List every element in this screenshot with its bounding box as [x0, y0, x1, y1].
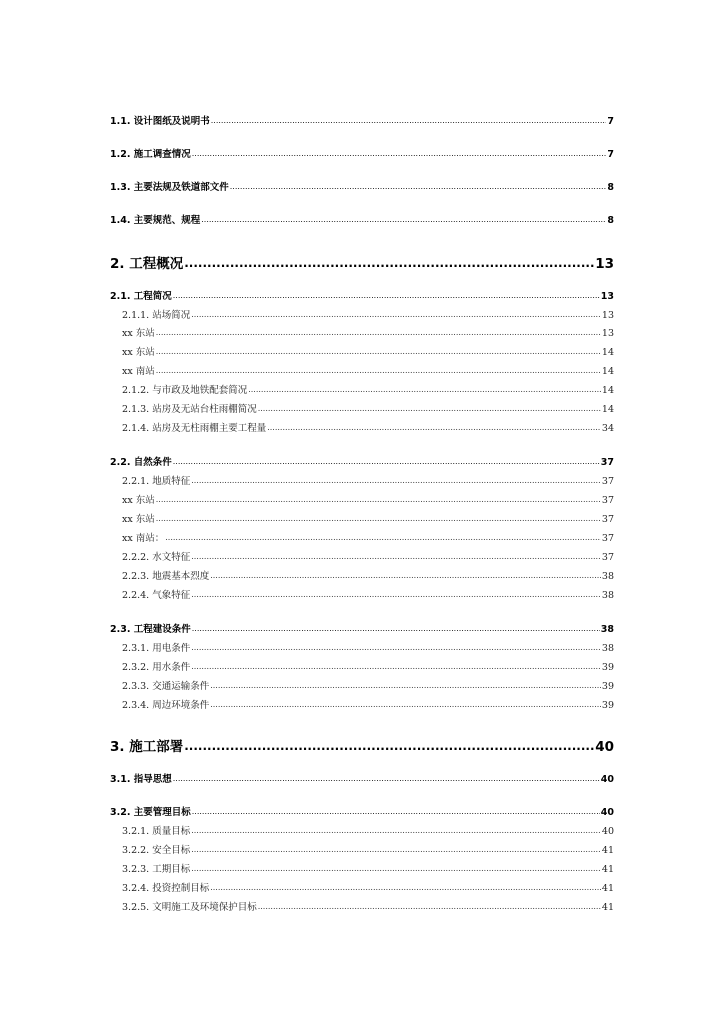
toc-leader	[191, 310, 601, 319]
toc-title: xx 东站	[122, 328, 155, 339]
toc-title: 2.3. 工程建设条件	[110, 624, 191, 635]
toc-title: 2.3.2. 用水条件	[122, 662, 191, 673]
toc-entry-2-3[interactable]	[0, 621, 724, 635]
toc-entry-3-2-2[interactable]	[0, 842, 724, 856]
toc-entry-2-2-1[interactable]	[0, 473, 724, 487]
toc-entry-3-2-5[interactable]	[0, 899, 724, 913]
toc-entry-2[interactable]	[0, 252, 724, 272]
toc-leader	[191, 845, 601, 854]
toc-page-number: 39	[601, 700, 614, 711]
toc-title: 3.2.3. 工期目标	[122, 864, 191, 875]
toc-leader	[258, 404, 601, 413]
toc-page-number: 40	[601, 826, 614, 837]
toc-page-number: 39	[601, 662, 614, 673]
toc-leader	[173, 774, 600, 783]
toc-page-number: 34	[601, 423, 614, 434]
toc-title: 3.2.1. 质量目标	[122, 826, 191, 837]
toc-leader	[156, 347, 601, 356]
toc-entry-1-2[interactable]	[0, 146, 724, 160]
toc-entry-2-1-1[interactable]	[0, 307, 724, 321]
toc-title: xx 东站	[122, 514, 155, 525]
toc-page-number: 39	[601, 681, 614, 692]
toc-leader	[184, 739, 594, 753]
toc-title: 2.2.2. 水文特征	[122, 552, 191, 563]
toc-title: 2.3.3. 交通运输条件	[122, 681, 210, 692]
toc-entry-2-1-2[interactable]	[0, 382, 724, 396]
toc-page-number: 38	[601, 590, 614, 601]
toc-title: 2.3.1. 用电条件	[122, 643, 191, 654]
toc-title: 1.3. 主要法规及铁道部文件	[110, 182, 229, 193]
toc-leader	[192, 624, 600, 633]
toc-page-number: 41	[601, 902, 614, 913]
toc-entry-xx-east-4[interactable]	[0, 511, 724, 525]
toc-leader	[230, 182, 607, 191]
toc-page-number: 14	[601, 366, 614, 377]
toc-entry-xx-east-3[interactable]	[0, 492, 724, 506]
toc-leader	[258, 902, 601, 911]
toc-title: 3.2. 主要管理目标	[110, 807, 191, 818]
toc-page-number: 38	[601, 571, 614, 582]
toc-entry-2-3-1[interactable]	[0, 640, 724, 654]
toc-leader	[248, 385, 601, 394]
toc-entry-2-3-2[interactable]	[0, 659, 724, 673]
toc-title: 3.1. 指导思想	[110, 774, 172, 785]
toc-leader	[211, 116, 607, 125]
toc-entry-3-2-4[interactable]	[0, 880, 724, 894]
toc-entry-2-1-3[interactable]	[0, 401, 724, 415]
toc-title: 2.2.4. 气象特征	[122, 590, 191, 601]
toc-leader	[210, 681, 601, 690]
toc-entry-3-2[interactable]	[0, 804, 724, 818]
toc-title: 2.3.4. 周边环境条件	[122, 700, 210, 711]
toc-leader	[156, 495, 601, 504]
toc-leader	[210, 883, 601, 892]
toc-leader	[201, 215, 606, 224]
toc-leader	[191, 662, 601, 671]
toc-leader	[267, 423, 601, 432]
toc-entry-1-3[interactable]	[0, 179, 724, 193]
toc-page-number: 41	[601, 864, 614, 875]
toc-page-number: 37	[601, 476, 614, 487]
toc-page-number: 41	[601, 845, 614, 856]
toc-leader	[192, 807, 600, 816]
toc-title: 2. 工程概况	[110, 256, 184, 272]
toc-leader	[191, 643, 601, 652]
toc-page-number: 37	[601, 533, 614, 544]
toc-entry-2-2[interactable]	[0, 454, 724, 468]
toc-page-number: 37	[601, 495, 614, 506]
toc-leader	[156, 328, 601, 337]
toc-page-number: 37	[601, 514, 614, 525]
toc-title: 2.2. 自然条件	[110, 457, 172, 468]
toc-entry-2-1-4[interactable]	[0, 420, 724, 434]
toc-title: 2.1.3. 站房及无站台柱雨棚简况	[122, 404, 257, 415]
toc-page-number: 40	[595, 739, 614, 755]
toc-title: 2.1. 工程简况	[110, 291, 172, 302]
toc-leader	[191, 590, 601, 599]
toc-entry-xx-south[interactable]	[0, 363, 724, 377]
toc-page-number: 13	[601, 310, 614, 321]
toc-leader	[192, 149, 607, 158]
toc-title: xx 东站	[122, 495, 155, 506]
toc-title: xx 南站：	[122, 533, 165, 544]
toc-entry-2-1[interactable]	[0, 288, 724, 302]
toc-entry-2-2-2[interactable]	[0, 549, 724, 563]
toc-leader	[210, 571, 601, 580]
toc-title: 1.4. 主要规范、规程	[110, 215, 201, 226]
toc-page-number: 40	[600, 774, 614, 785]
toc-leader	[156, 366, 601, 375]
toc-page-number: 13	[601, 328, 614, 339]
toc-leader	[184, 256, 594, 270]
toc-page-number: 14	[601, 385, 614, 396]
toc-title: 2.2.1. 地质特征	[122, 476, 191, 487]
toc-page-number: 8	[607, 215, 614, 226]
toc-entry-2-2-3[interactable]	[0, 568, 724, 582]
toc-entry-2-2-4[interactable]	[0, 587, 724, 601]
toc-page-number: 37	[600, 457, 614, 468]
toc-leader	[173, 457, 600, 466]
toc-title: 3.2.4. 投资控制目标	[122, 883, 210, 894]
toc-title: 2.1.1. 站场简况	[122, 310, 191, 321]
toc-page-number: 14	[601, 404, 614, 415]
toc-page-number: 13	[595, 256, 614, 272]
toc-entry-1-1[interactable]	[0, 113, 724, 127]
toc-page-number: 14	[601, 347, 614, 358]
toc-title: 1.1. 设计图纸及说明书	[110, 116, 210, 127]
toc-entry-3-2-1[interactable]	[0, 823, 724, 837]
toc-leader	[165, 533, 601, 542]
toc-leader	[191, 864, 601, 873]
toc-leader	[173, 291, 600, 300]
toc-entry-xx-south-2[interactable]	[0, 530, 724, 544]
toc-entry-xx-east-1[interactable]	[0, 325, 724, 339]
toc-page-number: 7	[607, 116, 614, 127]
toc-entry-2-3-3[interactable]	[0, 678, 724, 692]
toc-page-number: 38	[601, 643, 614, 654]
toc-entry-3-2-3[interactable]	[0, 861, 724, 875]
toc-entry-3[interactable]	[0, 735, 724, 755]
toc-leader	[210, 700, 601, 709]
toc-page-number: 38	[600, 624, 614, 635]
toc-leader	[191, 552, 601, 561]
toc-leader	[156, 514, 601, 523]
toc-page-number: 13	[600, 291, 614, 302]
toc-entry-3-1[interactable]	[0, 771, 724, 785]
toc-entry-2-3-4[interactable]	[0, 697, 724, 711]
toc-page-number: 7	[607, 149, 614, 160]
toc-title: 2.1.2. 与市政及地铁配套简况	[122, 385, 248, 396]
toc-entry-xx-east-2[interactable]	[0, 344, 724, 358]
toc-title: xx 南站	[122, 366, 155, 377]
toc-page-number: 40	[600, 807, 614, 818]
toc-page-number: 8	[607, 182, 614, 193]
toc-title: 2.2.3. 地震基本烈度	[122, 571, 210, 582]
toc-title: xx 东站	[122, 347, 155, 358]
toc-title: 3.2.5. 文明施工及环境保护目标	[122, 902, 257, 913]
toc-leader	[191, 476, 601, 485]
toc-page-number: 37	[601, 552, 614, 563]
toc-title: 3.2.2. 安全目标	[122, 845, 191, 856]
toc-leader	[191, 826, 601, 835]
toc-title: 2.1.4. 站房及无柱雨棚主要工程量	[122, 423, 267, 434]
toc-entry-1-4[interactable]	[0, 212, 724, 226]
toc-title: 3. 施工部署	[110, 739, 184, 755]
toc-title: 1.2. 施工调查情况	[110, 149, 191, 160]
toc-page-number: 41	[601, 883, 614, 894]
